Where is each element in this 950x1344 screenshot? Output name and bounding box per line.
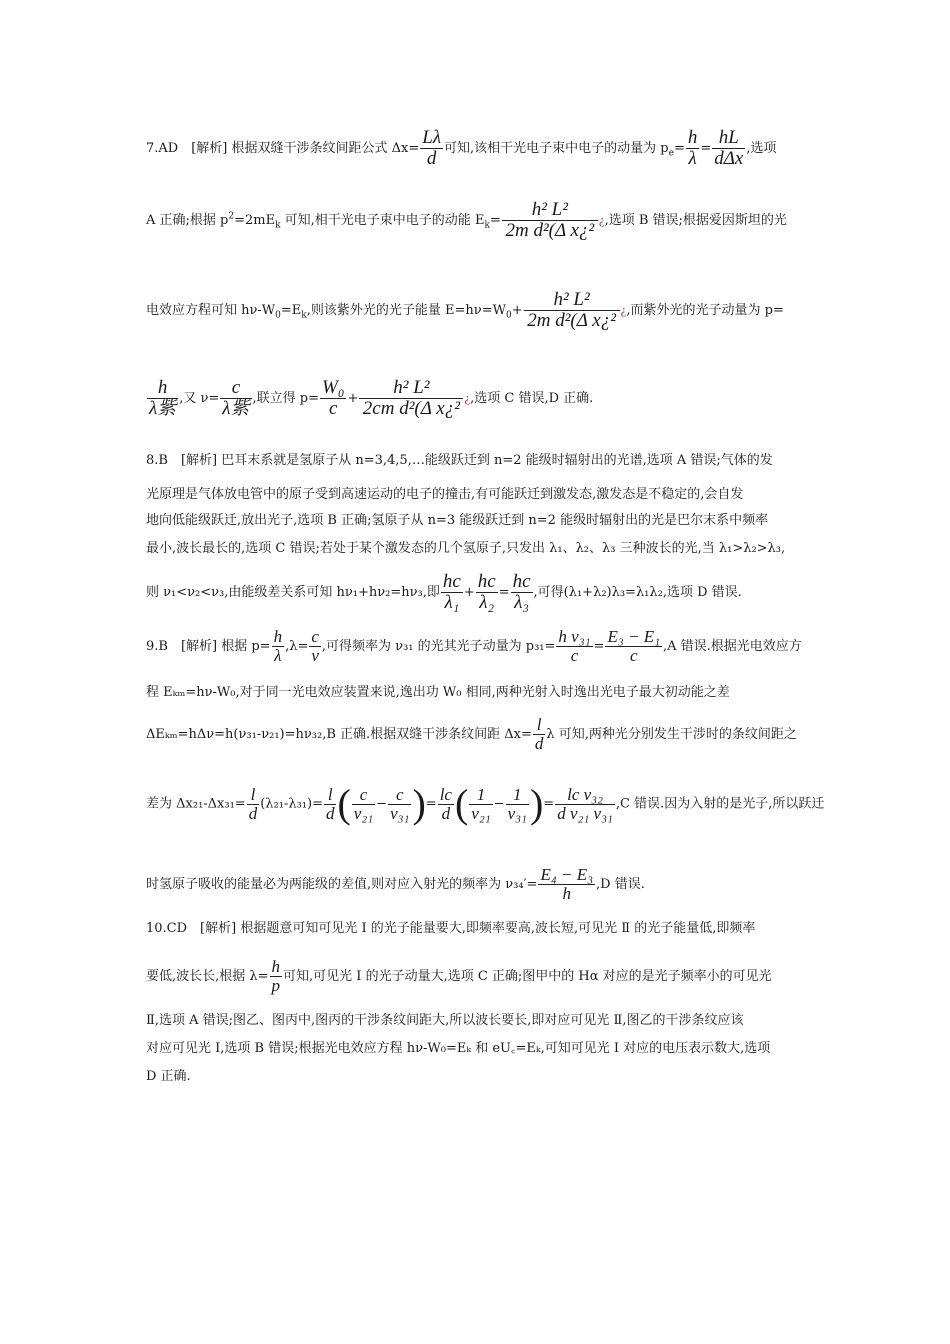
numerator: h <box>147 378 178 399</box>
fraction-hL-over-d-dx <box>712 128 745 169</box>
fraction-c-over-nu21 <box>352 786 375 823</box>
text: =E <box>280 303 302 318</box>
denominator: 2m d²(Δ x¿² <box>527 310 616 331</box>
numerator: W₀ <box>322 377 345 398</box>
subscript: 0 <box>505 310 512 321</box>
text: 9.B [解析] 根据 p= <box>146 639 271 654</box>
text: 可知,相干光电子束中电子的动能 E <box>280 213 485 228</box>
numerator: c <box>352 786 375 805</box>
numerator: h² L² <box>502 200 598 221</box>
numerator: hL <box>712 128 745 149</box>
denominator: c <box>629 646 638 665</box>
text: ,可得(λ₁+λ₂)λ₃=λ₁λ₂,选项 D 错误. <box>533 585 742 600</box>
q7-line-4 <box>146 378 593 419</box>
numerator: 1 <box>506 786 529 805</box>
denominator: ν₂₁ <box>471 803 491 823</box>
fraction-l-over-d-3 <box>324 786 337 823</box>
right-paren: ) <box>412 781 426 826</box>
subscript: k <box>275 220 281 231</box>
denominator: ν₂₁ <box>353 803 374 823</box>
q9-line-5 <box>146 866 645 903</box>
q8-line-4: 最小,波长最长的,选项 C 错误;若处于某个激发态的几个氢原子,只发出 λ₁、λ₂、λ₃ 三种波长的光,当 λ₁>λ₂>λ₃, <box>146 541 786 556</box>
fraction-h-nu31-over-c <box>556 628 592 665</box>
denominator: dΔx <box>714 148 744 169</box>
q10-line-2 <box>146 958 772 995</box>
numerator: 1 <box>469 786 492 805</box>
text: ,C 错误.因为入射的是光子,所以跃迁 <box>615 796 825 812</box>
q10-line-5: D 正确. <box>146 1069 191 1084</box>
denominator: λ紫 <box>222 398 250 419</box>
garbled-mark: ¿ <box>620 302 627 317</box>
subscript: k <box>301 310 307 321</box>
text: = <box>593 639 605 654</box>
text: − <box>493 796 505 812</box>
fraction-W0-over-c <box>320 378 346 419</box>
text: ,A 错误.根据光电效应方 <box>663 639 802 654</box>
denominator: λ <box>274 646 282 665</box>
numerator: hc <box>512 571 531 592</box>
text: 可知,可见光 Ⅰ 的光子动量大,选项 C 正确;图甲中的 Hα 对应的是光子频率小的可见光 <box>283 969 772 984</box>
right-paren: ) <box>529 781 544 826</box>
text: + <box>511 303 523 318</box>
fraction-l-over-d-2 <box>247 786 260 823</box>
text: = <box>543 796 555 812</box>
text: =2mE <box>234 213 276 228</box>
denominator: 2cm d²(Δ x¿² <box>362 398 460 419</box>
left-paren: ( <box>337 781 351 826</box>
numerator: lc ν₃₂ <box>555 786 615 805</box>
numerator: c <box>388 786 411 805</box>
q10-line-1: 10.CD [解析] 根据题意可知可见光 Ⅰ 的光子能量要大,即频率要高,波长短,可见光 Ⅱ 的光子能量低,即频率 <box>146 921 756 936</box>
numerator: c <box>220 378 251 399</box>
numerator: h <box>273 627 283 646</box>
q10-line-3: Ⅱ,选项 A 错误;图乙、图丙中,图丙的干涉条纹间距大,所以波长要长,即对应可见光 Ⅱ,图乙的干涉条纹应该 <box>146 1013 744 1028</box>
numerator: Lλ <box>422 127 442 148</box>
text: + <box>463 585 475 600</box>
fraction-L-lambda-over-d <box>420 128 443 169</box>
text: A 正确;根据 p <box>146 213 229 228</box>
fraction-c-over-nu31 <box>388 786 411 823</box>
denominator: d <box>325 803 335 823</box>
fraction-E4-E3-over-h <box>538 866 595 903</box>
text: (λ₂₁-λ₃₁)= <box>260 796 323 812</box>
text: ,选项 B 错误;根据爱因斯坦的光 <box>604 213 787 228</box>
text: = <box>425 796 437 812</box>
text: 则 ν₁<ν₂<ν₃,由能级差关系可知 hν₁+hν₂=hν₃,即 <box>146 585 440 600</box>
text: = <box>498 585 510 600</box>
q8-line-5 <box>146 572 742 613</box>
text: 可知,该相干光电子束中电子的动量为 p <box>444 141 669 156</box>
denominator: p <box>271 976 281 995</box>
garbled-mark: ¿ <box>598 212 605 227</box>
fraction-h-over-p <box>270 958 283 995</box>
text: λ 可知,两种光分别发生干涉时的条纹间距之 <box>546 727 797 742</box>
fraction-energy-term <box>524 290 620 331</box>
numerator: h² L² <box>359 378 463 399</box>
denominator: λ₂ <box>479 592 495 613</box>
text: ,联立得 p= <box>252 391 320 406</box>
subscript: k <box>484 220 490 231</box>
fraction-E3-E1-over-c <box>605 628 662 665</box>
text: 差为 Δx₂₁-Δx₃₁= <box>146 796 246 812</box>
fraction-kinetic-energy <box>502 200 598 241</box>
numerator: c <box>311 627 319 646</box>
denominator: λ₃ <box>514 592 529 613</box>
q7-line-1 <box>146 128 777 169</box>
q7-line-3 <box>146 290 784 331</box>
left-paren: ( <box>454 781 469 826</box>
denominator: d <box>248 803 258 823</box>
q9-line-1 <box>146 628 802 665</box>
denominator: ν₃₁ <box>390 803 410 823</box>
numerator: h <box>271 957 281 976</box>
q10-line-4: 对应可见光 Ⅰ,选项 B 错误;根据光电效应方程 hν-W₀=Eₖ 和 eU꜀=Eₖ,可知可见光 Ⅰ 对应的电压表示数大,选项 <box>146 1041 771 1056</box>
denominator: λ₁ <box>444 592 460 613</box>
q8-line-2: 光原理是气体放电管中的原子受到高速运动的电子的撞击,有可能跃迁到激发态,激发态是不稳定的,会自发 <box>146 487 744 502</box>
text: 电效应方程可知 hν-W <box>146 303 276 318</box>
denominator: d ν₂₁ ν₃₁ <box>557 803 613 823</box>
denominator: d <box>426 148 437 169</box>
fraction-hc-over-lambda3 <box>511 572 533 613</box>
denominator: λ <box>688 148 697 169</box>
denominator: 2m d²(Δ x¿² <box>505 220 595 241</box>
denominator: ν₃₁ <box>507 803 527 823</box>
fraction-lc-nu32 <box>555 786 615 823</box>
garbled-mark: ¿ <box>464 390 471 405</box>
text: ,而紫外光的光子动量为 p= <box>626 303 784 318</box>
text: ,选项 C 错误,D 正确. <box>470 391 594 406</box>
fraction-l-over-d <box>533 716 546 753</box>
fraction-1-over-nu21 <box>469 786 492 823</box>
q9-line-3 <box>146 716 797 753</box>
q8-line-1: 8.B [解析] 巴耳末系就是氢原子从 n=3,4,5,…能级跃迁到 n=2 能级时辐射出的光谱,选项 A 错误;气体的发 <box>146 453 773 468</box>
fraction-h-over-lambda <box>272 628 285 665</box>
numerator: h² L² <box>524 290 620 311</box>
numerator: E₄ − E₃ <box>540 865 593 884</box>
denominator: c <box>329 398 338 419</box>
text: ,可得频率为 ν₃₁ 的光其光子动量为 p₃₁= <box>321 639 556 654</box>
numerator: lc <box>439 784 452 804</box>
numerator: l <box>247 786 260 805</box>
fraction-hc-over-lambda2 <box>476 572 498 613</box>
fraction-c-over-nu <box>309 628 321 665</box>
fraction-lc-over-d <box>438 786 454 823</box>
fraction-c-over-lambda-violet <box>220 378 251 419</box>
text: 要低,波长长,根据 λ= <box>146 969 269 984</box>
q9-line-2: 程 Eₖₘ=hν-W₀,对于同一光电效应装置来说,逸出功 W₀ 相同,两种光射入时逸出光电子最大初动能之差 <box>146 685 730 700</box>
numerator: h ν₃₁ <box>558 627 591 646</box>
subscript: 0 <box>275 310 281 321</box>
text: = <box>489 213 501 228</box>
text: ,又 ν= <box>179 391 220 406</box>
text: ,λ= <box>285 639 309 654</box>
denominator: λ紫 <box>149 398 177 419</box>
text: ,则该紫外光的光子能量 E=hν=W <box>306 303 506 318</box>
denominator: d <box>441 803 451 823</box>
fraction-h-over-lambda-violet <box>147 378 178 419</box>
text: − <box>376 796 388 812</box>
fraction-1-over-nu31 <box>506 786 529 823</box>
q8-line-3: 地向低能级跃迁,放出光子,选项 B 正确;氢原子从 n=3 能级跃迁到 n=2 能级时辐射出的光是巴尔末系中频率 <box>146 513 769 528</box>
fraction-h-over-lambda <box>686 128 700 169</box>
superscript: 2 <box>228 211 235 222</box>
text: + <box>347 391 359 406</box>
numerator: l <box>533 716 546 735</box>
numerator: h <box>687 127 698 148</box>
text: = <box>700 141 712 156</box>
q7-line-2 <box>146 200 787 241</box>
numerator: l <box>324 786 337 805</box>
text: 7.AD [解析] 根据双缝干涉条纹间距公式 Δx= <box>146 141 420 156</box>
fraction-hc-over-lambda1 <box>441 572 463 613</box>
text: = <box>673 141 685 156</box>
numerator: E₃ − E₁ <box>607 627 660 646</box>
denominator: h <box>562 884 571 903</box>
text: ,选项 <box>746 141 777 156</box>
numerator: hc <box>442 571 461 592</box>
text: ,D 错误. <box>596 877 645 892</box>
denominator: d <box>534 734 544 753</box>
denominator: c <box>570 646 579 665</box>
text: 时氢原子吸收的能量必为两能级的差值,则对应入射光的频率为 ν₃₄′= <box>146 877 538 892</box>
fraction-momentum-term <box>359 378 463 419</box>
numerator: hc <box>477 571 496 592</box>
q9-line-4 <box>146 781 825 826</box>
subscript: e <box>668 148 674 159</box>
text: ΔEₖₘ=hΔν=h(ν₃₁-ν₂₁)=hν₃₂,B 正确.根据双缝干涉条纹间距 Δx= <box>146 727 532 742</box>
denominator: ν <box>311 646 319 665</box>
